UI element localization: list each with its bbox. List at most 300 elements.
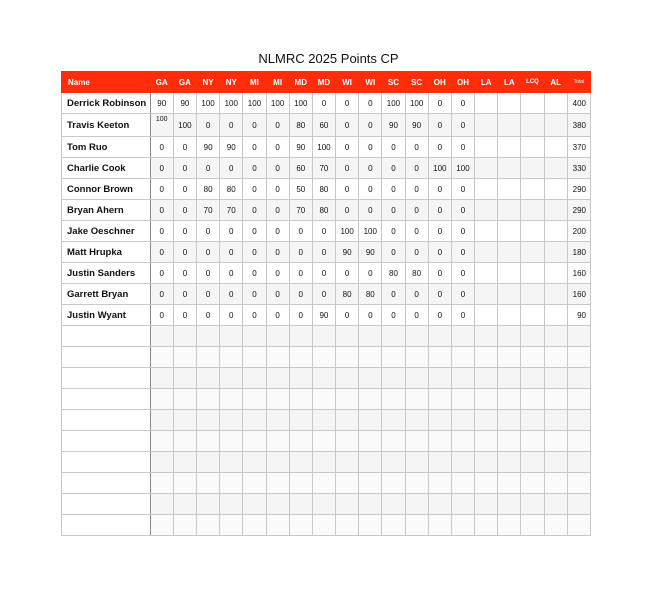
cell-score[interactable]: 0 [336, 200, 359, 221]
cell-score[interactable] [359, 515, 382, 536]
cell-score[interactable] [475, 221, 498, 242]
cell-score[interactable]: 0 [150, 242, 173, 263]
cell-score[interactable] [336, 431, 359, 452]
cell-score[interactable] [173, 473, 196, 494]
cell-score[interactable]: 100 [266, 93, 289, 114]
cell-score[interactable]: 0 [336, 263, 359, 284]
cell-name[interactable]: Charlie Cook [62, 158, 151, 179]
cell-score[interactable] [150, 326, 173, 347]
cell-name[interactable] [62, 431, 151, 452]
cell-score[interactable]: 0 [173, 221, 196, 242]
cell-score[interactable]: 0 [243, 242, 266, 263]
cell-score[interactable] [498, 431, 521, 452]
cell-score[interactable]: 90 [405, 114, 428, 137]
cell-score[interactable] [521, 368, 544, 389]
cell-score[interactable] [475, 494, 498, 515]
cell-score[interactable] [243, 368, 266, 389]
cell-score[interactable] [359, 410, 382, 431]
cell-score[interactable] [173, 431, 196, 452]
cell-score[interactable] [359, 326, 382, 347]
cell-name[interactable] [62, 515, 151, 536]
column-header-event[interactable]: GA [150, 72, 173, 93]
cell-score[interactable]: 80 [359, 284, 382, 305]
cell-score[interactable] [197, 389, 220, 410]
cell-score[interactable]: 90 [359, 242, 382, 263]
cell-score[interactable]: 0 [266, 200, 289, 221]
cell-score[interactable] [451, 473, 474, 494]
cell-score[interactable]: 50 [289, 179, 312, 200]
cell-score[interactable] [359, 368, 382, 389]
cell-score[interactable]: 0 [359, 200, 382, 221]
column-header-event[interactable]: GA [173, 72, 196, 93]
column-header-event[interactable]: MI [243, 72, 266, 93]
cell-name[interactable]: Garrett Bryan [62, 284, 151, 305]
cell-score[interactable] [312, 473, 335, 494]
cell-score[interactable] [312, 410, 335, 431]
cell-score[interactable] [544, 431, 567, 452]
cell-name[interactable]: Travis Keeton [62, 114, 151, 137]
cell-score[interactable]: 0 [382, 200, 405, 221]
cell-score[interactable] [220, 431, 243, 452]
cell-score[interactable]: 0 [173, 179, 196, 200]
cell-score[interactable]: 0 [405, 305, 428, 326]
cell-name[interactable] [62, 389, 151, 410]
cell-score[interactable]: 0 [220, 242, 243, 263]
cell-score[interactable] [498, 114, 521, 137]
cell-score[interactable] [150, 410, 173, 431]
cell-score[interactable] [521, 515, 544, 536]
cell-score[interactable] [150, 473, 173, 494]
cell-score[interactable] [498, 93, 521, 114]
cell-score[interactable] [220, 452, 243, 473]
cell-score[interactable] [243, 473, 266, 494]
cell-score[interactable] [312, 368, 335, 389]
cell-score[interactable] [266, 410, 289, 431]
cell-score[interactable] [197, 431, 220, 452]
cell-total[interactable] [567, 452, 590, 473]
cell-score[interactable] [289, 326, 312, 347]
cell-score[interactable] [312, 494, 335, 515]
cell-score[interactable]: 0 [428, 200, 451, 221]
cell-score[interactable] [544, 263, 567, 284]
cell-score[interactable]: 80 [312, 179, 335, 200]
cell-score[interactable]: 0 [405, 158, 428, 179]
cell-score[interactable]: 0 [382, 137, 405, 158]
cell-score[interactable] [173, 494, 196, 515]
cell-score[interactable]: 0 [173, 263, 196, 284]
cell-score[interactable]: 0 [197, 263, 220, 284]
cell-score[interactable] [544, 93, 567, 114]
cell-name[interactable] [62, 368, 151, 389]
cell-score[interactable]: 90 [150, 93, 173, 114]
cell-score[interactable]: 80 [405, 263, 428, 284]
cell-score[interactable]: 0 [173, 158, 196, 179]
cell-score[interactable]: 0 [359, 93, 382, 114]
cell-score[interactable] [498, 368, 521, 389]
cell-score[interactable] [498, 284, 521, 305]
cell-score[interactable]: 0 [359, 114, 382, 137]
cell-score[interactable] [544, 473, 567, 494]
cell-score[interactable]: 0 [428, 93, 451, 114]
cell-score[interactable]: 0 [451, 284, 474, 305]
cell-score[interactable] [336, 347, 359, 368]
cell-score[interactable] [451, 347, 474, 368]
cell-score[interactable] [243, 452, 266, 473]
cell-score[interactable] [498, 263, 521, 284]
column-header-event[interactable]: LA [498, 72, 521, 93]
cell-total[interactable] [567, 347, 590, 368]
cell-score[interactable] [498, 179, 521, 200]
cell-score[interactable] [197, 410, 220, 431]
cell-name[interactable]: Derrick Robinson [62, 93, 151, 114]
cell-score[interactable] [544, 158, 567, 179]
cell-score[interactable]: 0 [359, 179, 382, 200]
cell-score[interactable] [405, 347, 428, 368]
cell-score[interactable]: 0 [266, 284, 289, 305]
cell-score[interactable]: 80 [312, 200, 335, 221]
cell-score[interactable]: 90 [220, 137, 243, 158]
cell-score[interactable] [150, 452, 173, 473]
cell-score[interactable] [475, 200, 498, 221]
cell-score[interactable]: 100 [197, 93, 220, 114]
cell-score[interactable]: 0 [197, 284, 220, 305]
cell-score[interactable]: 0 [451, 305, 474, 326]
cell-score[interactable] [498, 410, 521, 431]
cell-score[interactable] [544, 221, 567, 242]
cell-score[interactable] [359, 389, 382, 410]
cell-total[interactable]: 180 [567, 242, 590, 263]
cell-score[interactable]: 100 [289, 93, 312, 114]
cell-score[interactable]: 0 [220, 221, 243, 242]
cell-score[interactable] [544, 452, 567, 473]
cell-score[interactable]: 0 [289, 221, 312, 242]
cell-score[interactable] [405, 431, 428, 452]
cell-score[interactable] [382, 431, 405, 452]
column-header-total[interactable]: Total [567, 72, 590, 93]
cell-score[interactable] [312, 326, 335, 347]
cell-score[interactable] [521, 158, 544, 179]
cell-score[interactable]: 0 [336, 137, 359, 158]
cell-score[interactable]: 0 [428, 242, 451, 263]
cell-score[interactable]: 0 [266, 137, 289, 158]
cell-score[interactable] [521, 305, 544, 326]
column-header-name[interactable]: Name [62, 72, 151, 93]
cell-score[interactable] [475, 263, 498, 284]
cell-score[interactable] [521, 221, 544, 242]
cell-score[interactable]: 70 [220, 200, 243, 221]
cell-score[interactable]: 0 [243, 179, 266, 200]
cell-score[interactable] [220, 494, 243, 515]
cell-score[interactable]: 0 [197, 305, 220, 326]
cell-score[interactable]: 0 [336, 179, 359, 200]
cell-total[interactable]: 200 [567, 221, 590, 242]
cell-total[interactable] [567, 368, 590, 389]
cell-score[interactable]: 0 [243, 137, 266, 158]
cell-score[interactable] [243, 410, 266, 431]
cell-score[interactable] [475, 410, 498, 431]
column-header-event[interactable]: NY [220, 72, 243, 93]
column-header-event[interactable]: AL [544, 72, 567, 93]
cell-name[interactable] [62, 452, 151, 473]
cell-score[interactable]: 0 [451, 242, 474, 263]
cell-score[interactable] [428, 473, 451, 494]
cell-score[interactable]: 0 [312, 221, 335, 242]
cell-score[interactable] [451, 452, 474, 473]
cell-score[interactable] [451, 326, 474, 347]
cell-score[interactable]: 0 [405, 200, 428, 221]
cell-score[interactable] [475, 305, 498, 326]
column-header-event[interactable]: LCQ [521, 72, 544, 93]
cell-score[interactable] [173, 452, 196, 473]
cell-score[interactable]: 70 [289, 200, 312, 221]
cell-score[interactable]: 0 [150, 200, 173, 221]
cell-score[interactable] [475, 284, 498, 305]
cell-score[interactable] [428, 326, 451, 347]
cell-score[interactable]: 100 [382, 93, 405, 114]
cell-score[interactable]: 0 [382, 284, 405, 305]
cell-score[interactable]: 0 [428, 305, 451, 326]
cell-score[interactable] [521, 242, 544, 263]
cell-score[interactable] [220, 515, 243, 536]
cell-total[interactable] [567, 326, 590, 347]
cell-score[interactable]: 0 [405, 179, 428, 200]
cell-score[interactable] [498, 221, 521, 242]
cell-score[interactable] [289, 452, 312, 473]
cell-score[interactable]: 0 [382, 242, 405, 263]
cell-score[interactable] [521, 263, 544, 284]
cell-score[interactable] [289, 389, 312, 410]
cell-total[interactable]: 330 [567, 158, 590, 179]
cell-score[interactable] [475, 452, 498, 473]
cell-score[interactable] [544, 389, 567, 410]
cell-score[interactable]: 60 [289, 158, 312, 179]
cell-score[interactable] [521, 347, 544, 368]
cell-score[interactable] [336, 389, 359, 410]
cell-score[interactable] [289, 494, 312, 515]
cell-score[interactable] [266, 473, 289, 494]
cell-score[interactable] [405, 473, 428, 494]
cell-total[interactable] [567, 494, 590, 515]
cell-score[interactable] [197, 326, 220, 347]
cell-score[interactable]: 80 [289, 114, 312, 137]
cell-score[interactable]: 0 [197, 221, 220, 242]
cell-score[interactable]: 0 [428, 263, 451, 284]
column-header-event[interactable]: OH [451, 72, 474, 93]
cell-total[interactable]: 380 [567, 114, 590, 137]
cell-total[interactable] [567, 473, 590, 494]
cell-score[interactable]: 0 [197, 242, 220, 263]
cell-score[interactable] [544, 515, 567, 536]
cell-score[interactable]: 0 [451, 114, 474, 137]
cell-score[interactable] [428, 431, 451, 452]
cell-score[interactable] [197, 368, 220, 389]
cell-score[interactable]: 0 [150, 284, 173, 305]
cell-score[interactable]: 0 [405, 284, 428, 305]
cell-score[interactable] [475, 158, 498, 179]
cell-name[interactable] [62, 473, 151, 494]
cell-score[interactable]: 0 [243, 200, 266, 221]
cell-score[interactable]: 90 [312, 305, 335, 326]
cell-score[interactable] [336, 326, 359, 347]
cell-score[interactable] [266, 494, 289, 515]
cell-score[interactable] [498, 305, 521, 326]
cell-score[interactable]: 0 [405, 242, 428, 263]
cell-score[interactable] [475, 347, 498, 368]
cell-name[interactable]: Matt Hrupka [62, 242, 151, 263]
cell-score[interactable]: 0 [243, 114, 266, 137]
cell-score[interactable]: 0 [336, 158, 359, 179]
cell-score[interactable]: 60 [312, 114, 335, 137]
cell-score[interactable] [173, 368, 196, 389]
cell-score[interactable] [243, 347, 266, 368]
cell-score[interactable] [498, 389, 521, 410]
cell-score[interactable] [428, 347, 451, 368]
cell-score[interactable]: 0 [150, 137, 173, 158]
cell-score[interactable] [359, 347, 382, 368]
cell-score[interactable] [266, 389, 289, 410]
cell-score[interactable]: 0 [451, 137, 474, 158]
cell-score[interactable]: 0 [336, 93, 359, 114]
cell-score[interactable]: 0 [220, 263, 243, 284]
cell-score[interactable]: 0 [359, 137, 382, 158]
cell-score[interactable]: 0 [220, 305, 243, 326]
cell-score[interactable] [359, 431, 382, 452]
cell-score[interactable] [173, 347, 196, 368]
cell-score[interactable] [475, 431, 498, 452]
cell-score[interactable]: 80 [336, 284, 359, 305]
cell-total[interactable] [567, 431, 590, 452]
cell-score[interactable] [451, 389, 474, 410]
cell-score[interactable]: 100 [150, 114, 173, 137]
cell-total[interactable]: 160 [567, 263, 590, 284]
cell-score[interactable] [521, 93, 544, 114]
cell-score[interactable] [521, 179, 544, 200]
cell-score[interactable] [521, 473, 544, 494]
cell-score[interactable] [428, 515, 451, 536]
cell-score[interactable] [475, 137, 498, 158]
cell-score[interactable]: 0 [359, 305, 382, 326]
cell-score[interactable] [289, 515, 312, 536]
cell-score[interactable] [266, 452, 289, 473]
cell-name[interactable]: Justin Wyant [62, 305, 151, 326]
cell-name[interactable]: Connor Brown [62, 179, 151, 200]
cell-score[interactable]: 0 [243, 158, 266, 179]
cell-score[interactable]: 90 [289, 137, 312, 158]
cell-score[interactable]: 0 [382, 221, 405, 242]
cell-score[interactable]: 0 [150, 305, 173, 326]
cell-score[interactable] [475, 93, 498, 114]
cell-score[interactable] [428, 452, 451, 473]
cell-score[interactable] [498, 326, 521, 347]
cell-score[interactable] [220, 410, 243, 431]
cell-score[interactable] [451, 431, 474, 452]
cell-score[interactable] [312, 515, 335, 536]
cell-score[interactable]: 0 [382, 158, 405, 179]
cell-score[interactable] [150, 389, 173, 410]
cell-score[interactable] [498, 494, 521, 515]
cell-score[interactable] [382, 494, 405, 515]
cell-score[interactable]: 0 [289, 305, 312, 326]
cell-score[interactable] [475, 114, 498, 137]
cell-score[interactable] [312, 431, 335, 452]
cell-score[interactable]: 0 [150, 263, 173, 284]
cell-score[interactable]: 0 [243, 284, 266, 305]
cell-score[interactable] [521, 284, 544, 305]
cell-score[interactable] [382, 347, 405, 368]
column-header-event[interactable]: LA [475, 72, 498, 93]
cell-score[interactable] [475, 179, 498, 200]
cell-score[interactable] [405, 389, 428, 410]
cell-name[interactable]: Jake Oeschner [62, 221, 151, 242]
cell-score[interactable] [382, 452, 405, 473]
cell-score[interactable] [312, 389, 335, 410]
cell-score[interactable] [312, 452, 335, 473]
cell-score[interactable] [544, 410, 567, 431]
column-header-event[interactable]: MD [312, 72, 335, 93]
cell-score[interactable]: 0 [173, 305, 196, 326]
cell-score[interactable]: 0 [312, 284, 335, 305]
cell-score[interactable] [544, 242, 567, 263]
cell-score[interactable]: 80 [197, 179, 220, 200]
cell-score[interactable] [266, 431, 289, 452]
cell-score[interactable] [475, 368, 498, 389]
cell-score[interactable] [336, 473, 359, 494]
cell-score[interactable] [382, 389, 405, 410]
cell-score[interactable]: 0 [266, 114, 289, 137]
cell-score[interactable] [266, 326, 289, 347]
cell-score[interactable] [336, 515, 359, 536]
cell-score[interactable] [150, 368, 173, 389]
cell-score[interactable] [451, 410, 474, 431]
cell-score[interactable]: 0 [405, 221, 428, 242]
cell-score[interactable] [405, 368, 428, 389]
cell-score[interactable] [266, 347, 289, 368]
cell-score[interactable]: 100 [220, 93, 243, 114]
cell-total[interactable] [567, 389, 590, 410]
cell-score[interactable] [382, 515, 405, 536]
cell-score[interactable] [544, 114, 567, 137]
cell-score[interactable]: 80 [382, 263, 405, 284]
cell-score[interactable] [266, 515, 289, 536]
column-header-event[interactable]: MI [266, 72, 289, 93]
cell-score[interactable] [173, 515, 196, 536]
cell-score[interactable]: 0 [289, 263, 312, 284]
cell-score[interactable] [289, 347, 312, 368]
cell-score[interactable]: 0 [266, 242, 289, 263]
cell-score[interactable]: 0 [243, 305, 266, 326]
cell-score[interactable]: 0 [266, 179, 289, 200]
cell-total[interactable]: 400 [567, 93, 590, 114]
cell-score[interactable]: 90 [382, 114, 405, 137]
cell-score[interactable] [475, 326, 498, 347]
cell-score[interactable] [451, 494, 474, 515]
cell-score[interactable] [521, 389, 544, 410]
cell-score[interactable] [498, 452, 521, 473]
cell-score[interactable]: 0 [150, 179, 173, 200]
cell-score[interactable]: 0 [312, 242, 335, 263]
cell-score[interactable]: 100 [451, 158, 474, 179]
cell-score[interactable] [197, 515, 220, 536]
cell-score[interactable] [243, 326, 266, 347]
column-header-event[interactable]: SC [405, 72, 428, 93]
cell-score[interactable] [289, 368, 312, 389]
cell-score[interactable] [521, 494, 544, 515]
cell-score[interactable] [544, 368, 567, 389]
cell-score[interactable] [220, 389, 243, 410]
cell-score[interactable] [544, 326, 567, 347]
cell-score[interactable] [544, 137, 567, 158]
cell-score[interactable]: 100 [312, 137, 335, 158]
